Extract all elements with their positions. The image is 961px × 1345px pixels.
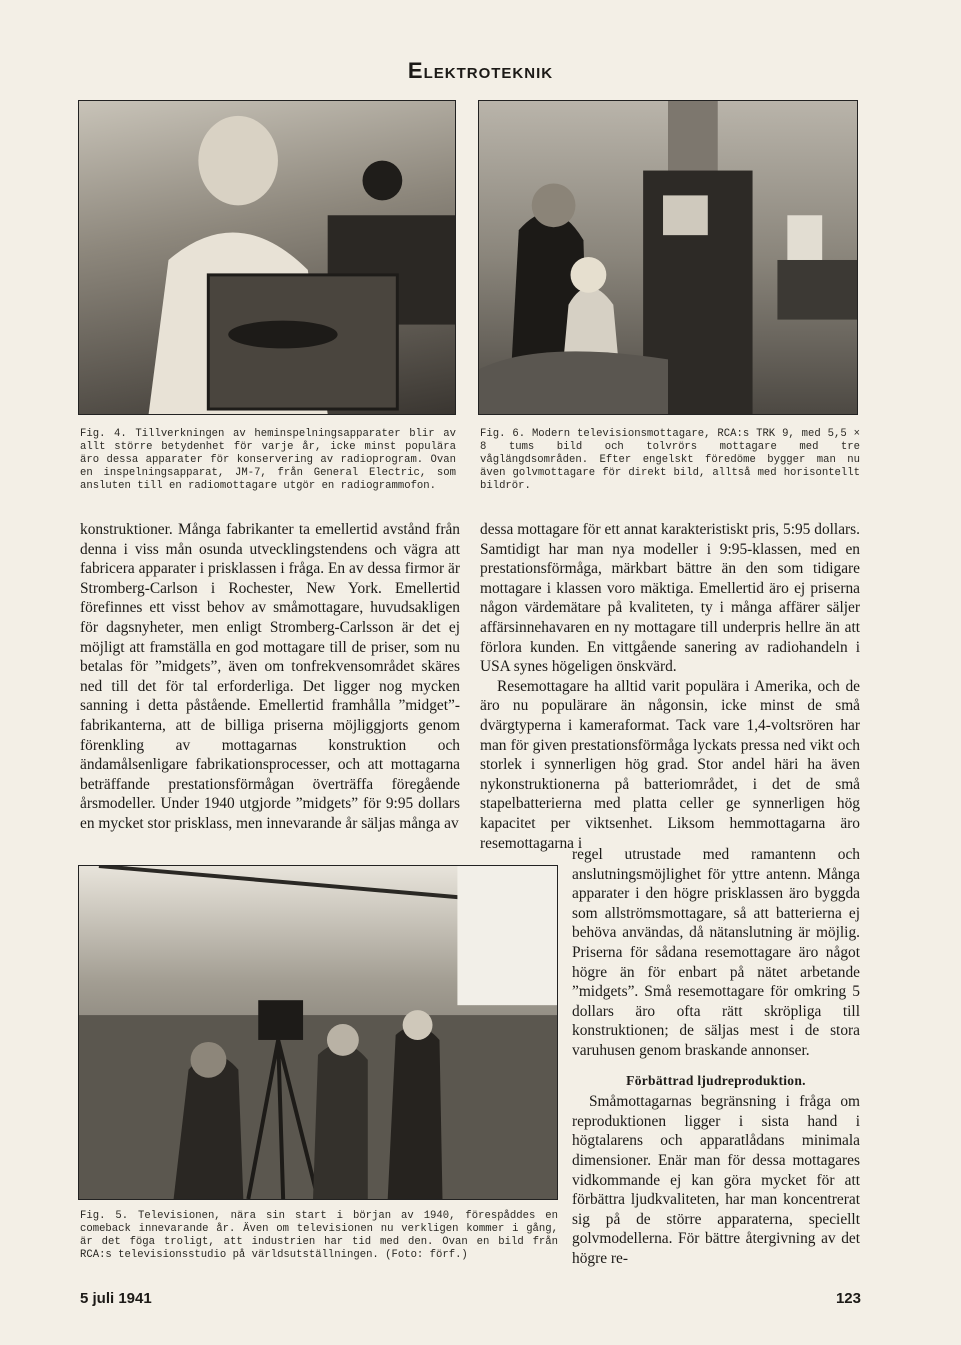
right-paragraph-2: Resemottagare ha alltid varit populära i Amerika, och de äro nu populärare än någonsin, icke minst de små dvärgtyperna i kameraformat. Tack vare 1,4-voltsrören har man för given prestationsförmåga lyckats pressa ned vikt och storlek i synnerligen hög grad. Stor andel häri ha även nykonstruktionerna på batteriområdet, i det de små stapelbatterierna med platta celler ge synnerligen hög kapacitet per viktsenhet. Liksom hemmottagarna äro resemottagarna i [480, 677, 860, 852]
fig5-photo [78, 865, 558, 1200]
right-column-upper [480, 520, 860, 853]
fig6-photo [478, 100, 858, 415]
page-number: 123 [835, 1290, 861, 1307]
fig5-caption: Fig. 5. Televisionen, nära sin start i början av 1940, förespåddes en comeback innevarande år. Även om televisionen nu verkligen kommer i gång, är det föga troligt, att industrien har tid med den. Ovan en bild från RCA:s televisionsstudio på världsutställningen. (Foto: förf.) [80, 1210, 558, 1261]
fig4-caption: Fig. 4. Tillverkningen av heminspelningsapparater blir av allt större betydenhet för varje år, icke minst populära äro dessa apparater för konservering av radioprogram. Ovan en inspelningsapparat, JM-7, från General Electric, som ansluten till en radiomottagare utgör en radiogrammofon. [80, 428, 456, 492]
right-paragraph-1: dessa mottagare för ett annat karakteristiskt pris, 5:95 dollars. Samtidigt har man nya modeller i 9:95-klassen, med en prestationsförmåga, märkbart bättre än den som tidigare mottagare i klassen voro mäktiga. Emellertid äro ej priserna någon värdemätare på kvaliteten, ty i många affärer säljer affärsinnehavaren en ny mottagare till underpris hellre än att förlora kunden. En vittgående sanering av radiohandeln i USA synes högeligen önskvärd. [480, 521, 860, 676]
right-paragraph-2-continued: regel utrustade med ramantenn och anslutningsmöjlighet för yttre antenn. Många apparater i den högre prisklassen äro byggda som allströmsmottagare, så att batterierna ej behöva användas, då nätanslutning är möjlig. Priserna för sådana resemottagare äro något högre än för enbart på nätet arbetande ”midgets”. Små resemottagare för omkring 5 dollars äro ofta rätt skröpliga till konstruktionen; de säljas mest i de stora varuhusen genom braskande annonser. [572, 846, 860, 1059]
fig6-caption: Fig. 6. Modern televisionsmottagare, RCA:s TRK 9, med 5,5 × 8 tums bild och tolvrörs mottagare med tre våglängdsområden. Efter engelskt föredöme bygger man nu även golvmottagare för direkt bild, alltså med horisontellt bildrör. [480, 428, 860, 492]
subheading: Förbättrad ljudreproduktion. [626, 1072, 806, 1088]
left-paragraph: konstruktioner. Många fabrikanter ta emellertid avstånd från denna i viss mån osunda utvecklingstendens och vägra att fabricera apparater i prisklassen i fråga. En av dessa firmor är Stromberg-Carlson i Rochester, New York. Emellertid förefinnes ett visst behov av småmottagare, huvudsakligen för dagsnyheter, men enligt Stromberg-Carlsson är det ej möjligt att framställa en god mottagare till de priser, som nu betalas för ”midgets”, även om tonfrekvensområdet skäres ned till det för tal erforderliga. Det ligger nog mycken sanning i detta påstående. Emellertid framhålla ”midget”-fabrikanterna, att de billiga priserna möjliggjorts genom förenkling av mottagarnas konstruktion och ändamålsenligare fabrikationsprocesser, och att mottagarna beträffande prestationsförmågan överträffa föregående årsmodeller. Under 1940 utgjorde ”midgets” för 9:95 dollars en mycket stor prisklass, men innevarande år säljas många av [80, 521, 460, 832]
fig4-photo [78, 100, 456, 415]
right-column-lower [572, 845, 860, 1268]
issue-date: 5 juli 1941 [80, 1290, 152, 1307]
section-title: Elektroteknik [407, 58, 554, 83]
right-paragraph-3: Småmottagarnas begränsning i fråga om reproduktionen ligger i sista hand i högtalarens och apparatlådans minimala dimensioner. Enär man för dessa mottagares vidkommande ej kan göra mycket för att förbättra ljudkvaliteten, har man koncentrerat sig på de större apparaterna, speciellt golvmodellerna. För bättre återgivning av det högre re- [572, 1093, 860, 1267]
left-column [80, 520, 460, 834]
